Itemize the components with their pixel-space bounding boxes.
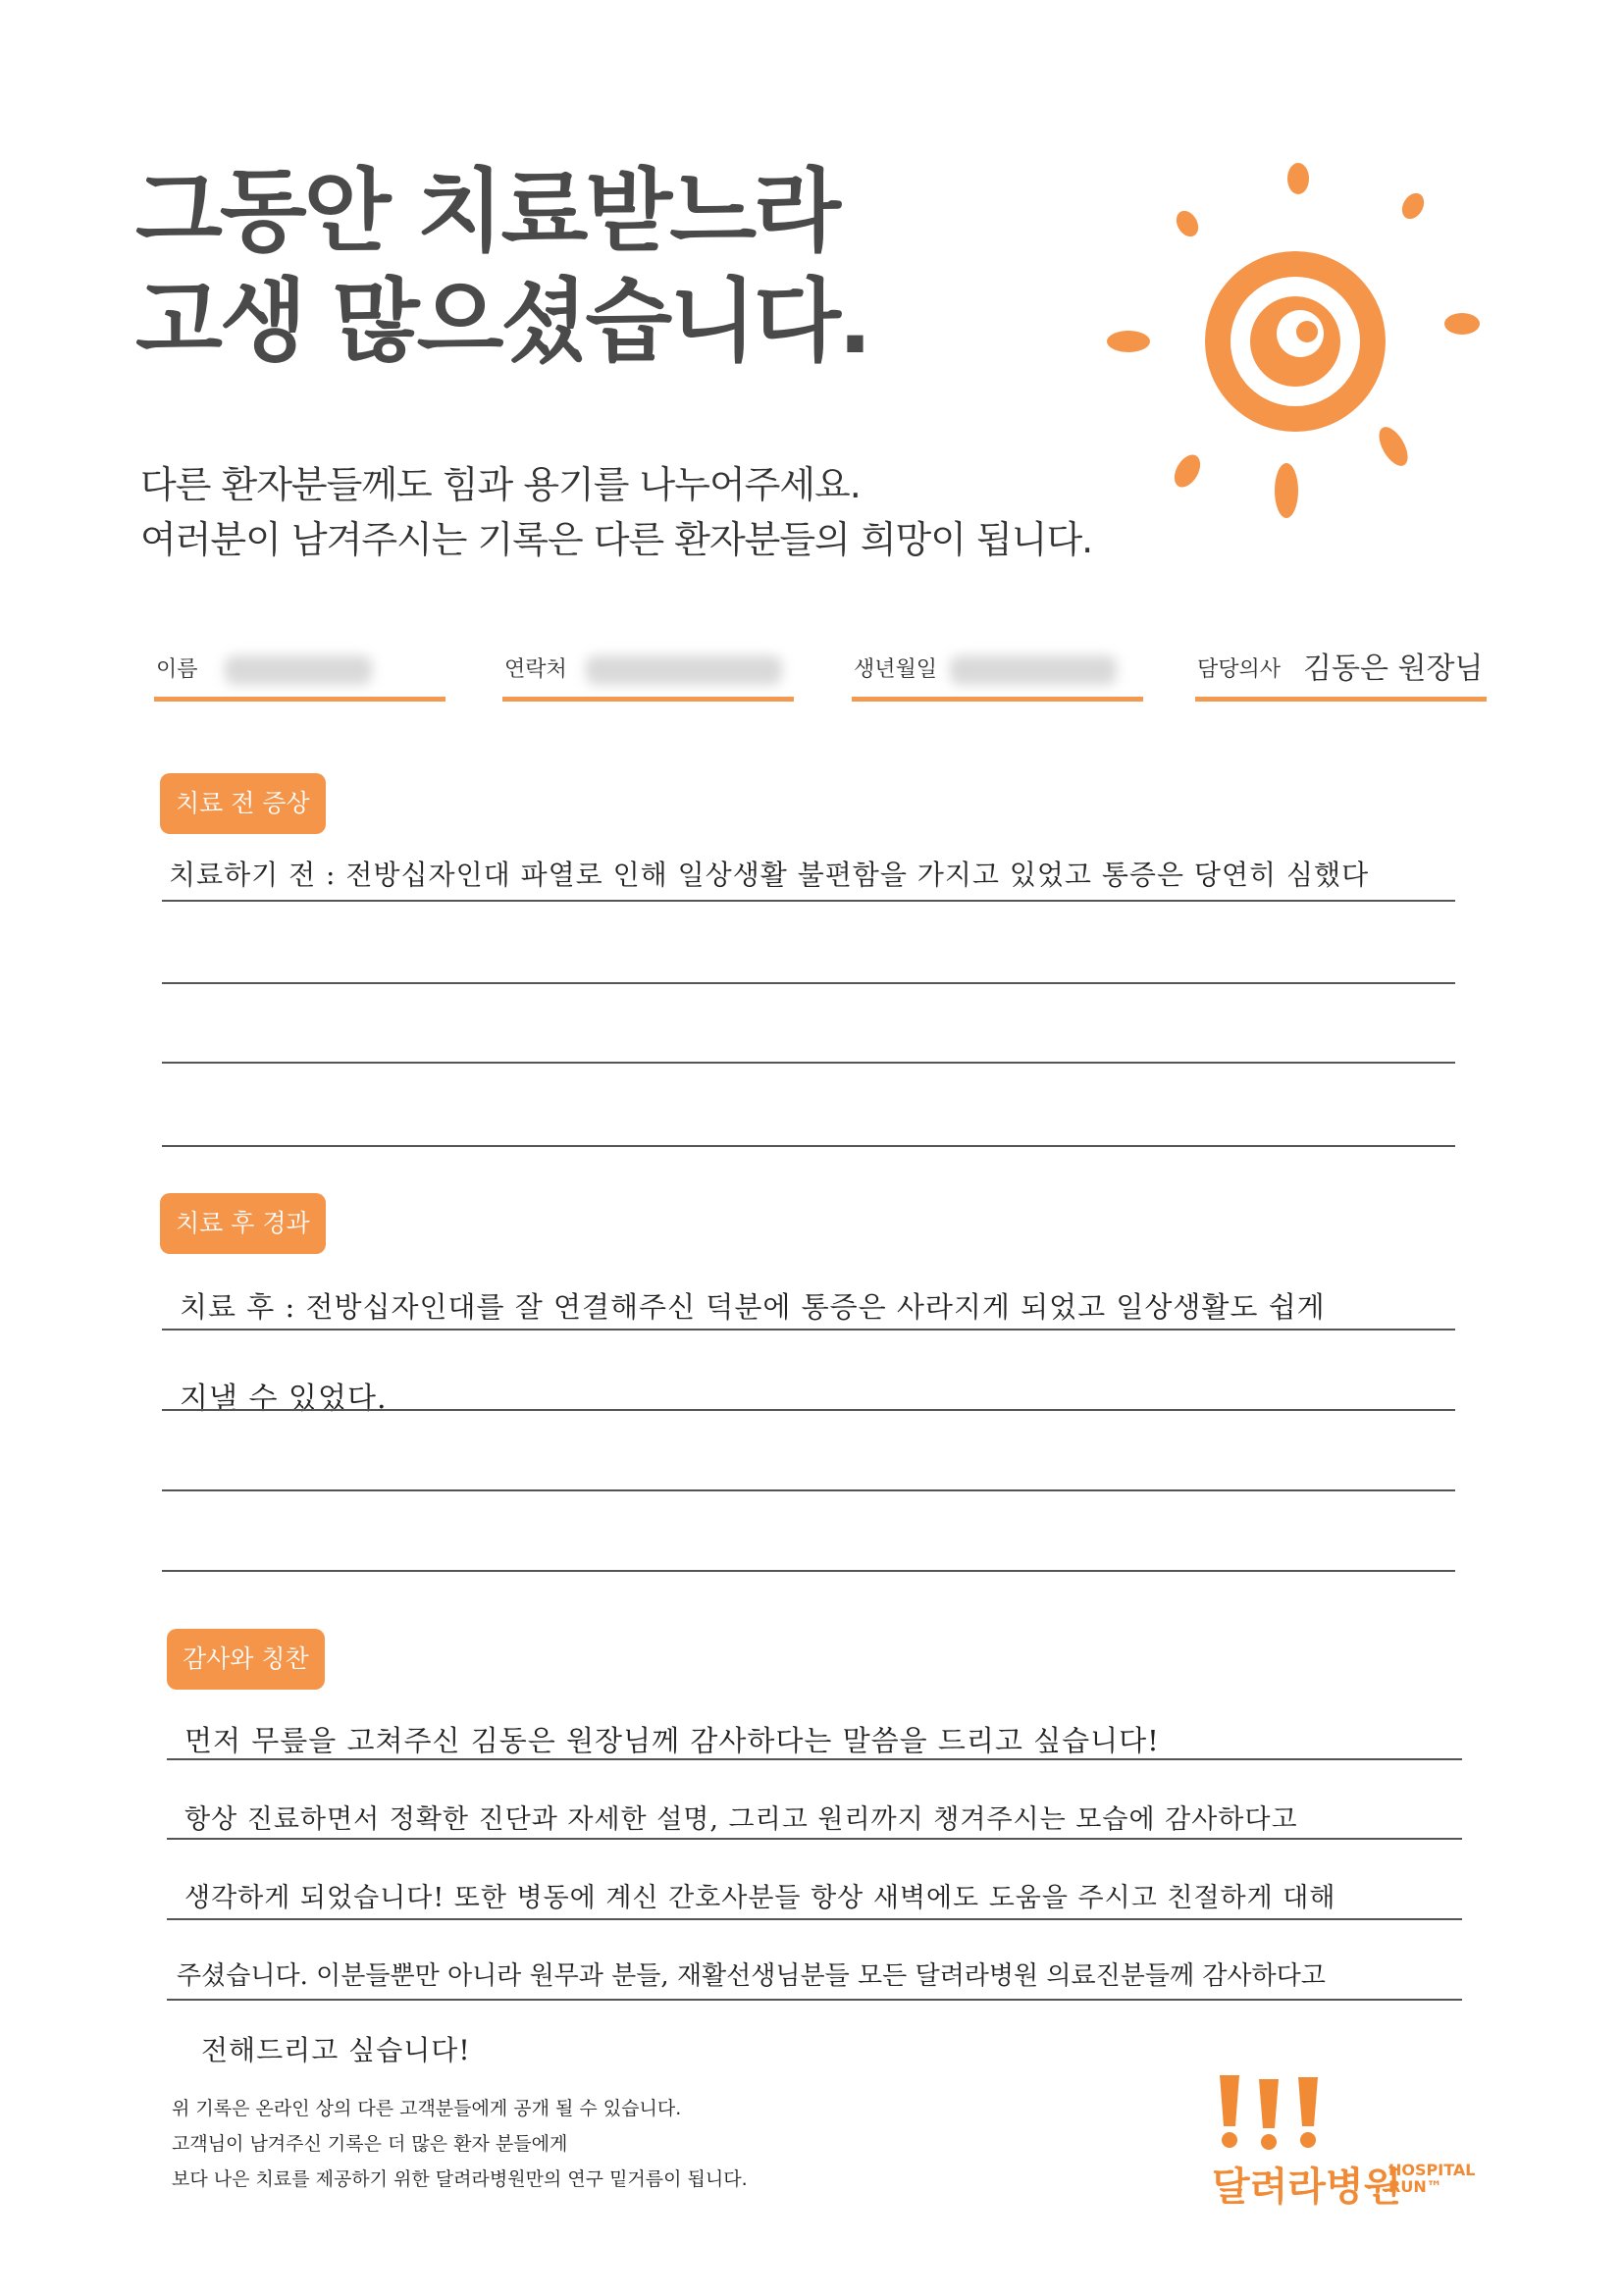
hospital-logo	[1212, 2075, 1477, 2222]
contact-redacted	[586, 655, 782, 685]
sun-icon	[1099, 157, 1482, 540]
rule	[162, 1570, 1455, 1572]
rule	[167, 1838, 1462, 1840]
thanks-line-5: 전해드리고 싶습니다!	[201, 2034, 471, 2066]
rule	[167, 1918, 1462, 1920]
exclamation-marks-icon	[1212, 2075, 1330, 2154]
logo-korean-text: 달려라병원	[1212, 2165, 1402, 2210]
after-line-1: 치료 후 : 전방십자인대를 잘 연결해주신 덕분에 통증은 사라지게 되었고 일상생활도 쉽게	[180, 1290, 1326, 1324]
rule	[162, 1145, 1455, 1147]
rule	[167, 1758, 1462, 1760]
thanks-tag: 감사와 칭찬	[167, 1629, 325, 1690]
contact-field[interactable]	[502, 628, 794, 702]
birthdate-label: 생년월일	[854, 657, 938, 682]
birthdate-redacted	[950, 655, 1117, 685]
rule	[167, 1999, 1462, 2001]
before-treatment-tag: 치료 전 증상	[160, 773, 326, 834]
footer-note-1: 위 기록은 온라인 상의 다른 고객분들에게 공개 될 수 있습니다.	[172, 2098, 682, 2119]
doctor-field[interactable]	[1195, 628, 1487, 702]
logo-english-line-1: HOSPITAL	[1388, 2161, 1476, 2179]
title-line-1: 그동안 치료받느라	[135, 159, 839, 264]
rule	[162, 1062, 1455, 1064]
name-field[interactable]	[154, 628, 445, 702]
logo-english-text	[1388, 2162, 1475, 2195]
name-redacted	[225, 655, 372, 685]
rule	[162, 982, 1455, 984]
thanks-line-1: 먼저 무릎을 고쳐주신 김동은 원장님께 감사하다는 말씀을 드리고 싶습니다!	[184, 1724, 1160, 1757]
doctor-value: 김동은 원장님	[1303, 652, 1484, 686]
footer-note-2: 고객님이 남겨주신 기록은 더 많은 환자 분들에게	[172, 2133, 568, 2155]
thanks-line-3: 생각하게 되었습니다! 또한 병동에 계신 간호사분들 항상 새벽에도 도움을 주시고 친절하게 대해	[184, 1883, 1336, 1913]
after-line-2: 지낼 수 있었다.	[180, 1382, 388, 1416]
logo-english-line-2: RUN™	[1388, 2177, 1442, 2196]
rule	[162, 1329, 1455, 1331]
page-title	[135, 157, 869, 377]
subtitle-line-1: 다른 환자분들께도 힘과 용기를 나누어주세요.	[140, 463, 861, 506]
after-treatment-tag: 치료 후 경과	[160, 1193, 326, 1254]
rule	[162, 1489, 1455, 1491]
birthdate-field[interactable]	[852, 628, 1143, 702]
subtitle-line-2: 여러분이 남겨주시는 기록은 다른 환자분들의 희망이 됩니다.	[140, 518, 1093, 561]
title-line-2: 고생 많으셨습니다.	[135, 269, 869, 374]
rule	[162, 1409, 1455, 1411]
footer-note-3: 보다 나은 치료를 제공하기 위한 달려라병원만의 연구 밑거름이 됩니다.	[172, 2168, 748, 2190]
contact-label: 연락처	[504, 657, 567, 682]
doctor-label: 담당의사	[1197, 657, 1282, 682]
name-label: 이름	[156, 657, 198, 682]
rule	[162, 900, 1455, 902]
before-line-1: 치료하기 전 : 전방십자인대 파열로 인해 일상생활 불편함을 가지고 있었고 통증은 당연히 심했다	[169, 859, 1370, 891]
thanks-line-2: 항상 진료하면서 정확한 진단과 자세한 설명, 그리고 원리까지 챙겨주시는 모습에 감사하다고	[184, 1804, 1298, 1835]
thanks-line-4: 주셨습니다. 이분들뿐만 아니라 원무과 분들, 재활선생님분들 모든 달려라병원 의료진분들께 감사하다고	[177, 1961, 1326, 1991]
page-subtitle	[140, 457, 1092, 567]
